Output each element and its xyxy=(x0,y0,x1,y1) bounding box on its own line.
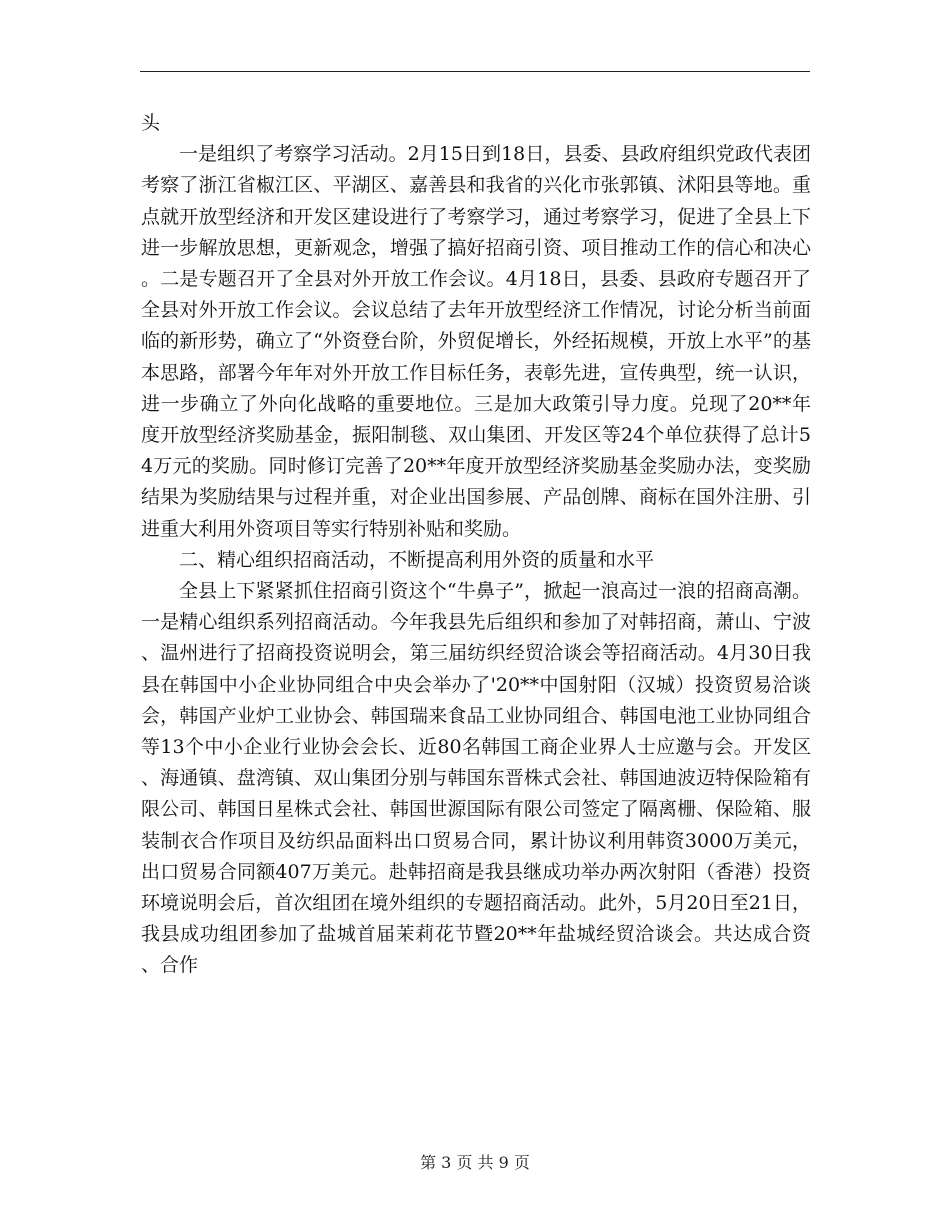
section-heading: 二、精心组织招商活动，不断提高利用外资的质量和水平 xyxy=(179,548,655,571)
header-rule xyxy=(140,71,810,72)
paragraph-investment: 全县上下紧紧抓住招商引资这个“牛鼻子”，掀起一浪高过一浪的招商高潮。一是精心组织系列招商活动。今年我县先后组织和参加了对韩招商，萧山、宁波、温州进行了招商投资说明会，第三届纺织经贸洽谈会等招商活动。4月30日我县在韩国中小企业协同组合中央会举办了'20**中国射阳（汉城）投资贸易洽谈会，韩国产业炉工业协会、韩国瑞来食品工业协同组合、韩国电池工业协同组合等13个中小企业行业协会会长、近80名韩国工商企业界人士应邀与会。开发区、海通镇、盘湾镇、双山集团分别与韩国东晋株式会社、韩国迪波迈特保险箱有限公司、韩国日星株式会社、韩国世源国际有限公司签定了隔离栅、保险箱、服装制衣合作项目及纺织品面料出口贸易合同，累计协议利用韩资3000万美元，出口贸易合同额407万美元。赴韩招商是我县继成功举办两次射阳（香港）投资环境说明会后，首次组团在境外组织的专题招商活动。此外，5月20日至21日，我县成功组团参加了盐城首届茉莉花节暨20**年盐城经贸洽谈会。共达成合资、合作 xyxy=(141,580,811,977)
paragraph-study-tour: 一是组织了考察学习活动。2月15日到18日，县委、县政府组织党政代表团考察了浙江省椒江区、平湖区、嘉善县和我省的兴化市张郭镇、沭阳县等地。重点就开放型经济和开发区建设进行了考察学习，通过考察学习，促进了全县上下进一步解放思想，更新观念，增强了搞好招商引资、项目推动工作的信心和决心。二是专题召开了全县对外开放工作会议。4月18日，县委、县政府专题召开了全县对外开放工作会议。会议总结了去年开放型经济工作情况，讨论分析当前面临的新形势，确立了“外资登台阶，外贸促增长，外经拓规模，开放上水平”的基本思路，部署今年年对外开放工作目标任务，表彰先进，宣传典型，统一认识，进一步确立了外向化战略的重要地位。三是加大政策引导力度。兑现了20**年度开放型经济奖励基金，振阳制毯、双山集团、开发区等24个单位获得了总计54万元的奖励。同时修订完善了20**年度开放型经济奖励基金奖励办法，变奖励结果为奖励结果与过程并重，对企业出国参展、产品创牌、商标在国外注册、引进重大利用外资项目等实行特别补贴和奖励。 xyxy=(141,143,811,540)
paragraph-continuation: 头 xyxy=(141,112,161,134)
document-body xyxy=(141,108,811,982)
page-number: 第 3 页 共 9 页 xyxy=(420,1153,530,1172)
